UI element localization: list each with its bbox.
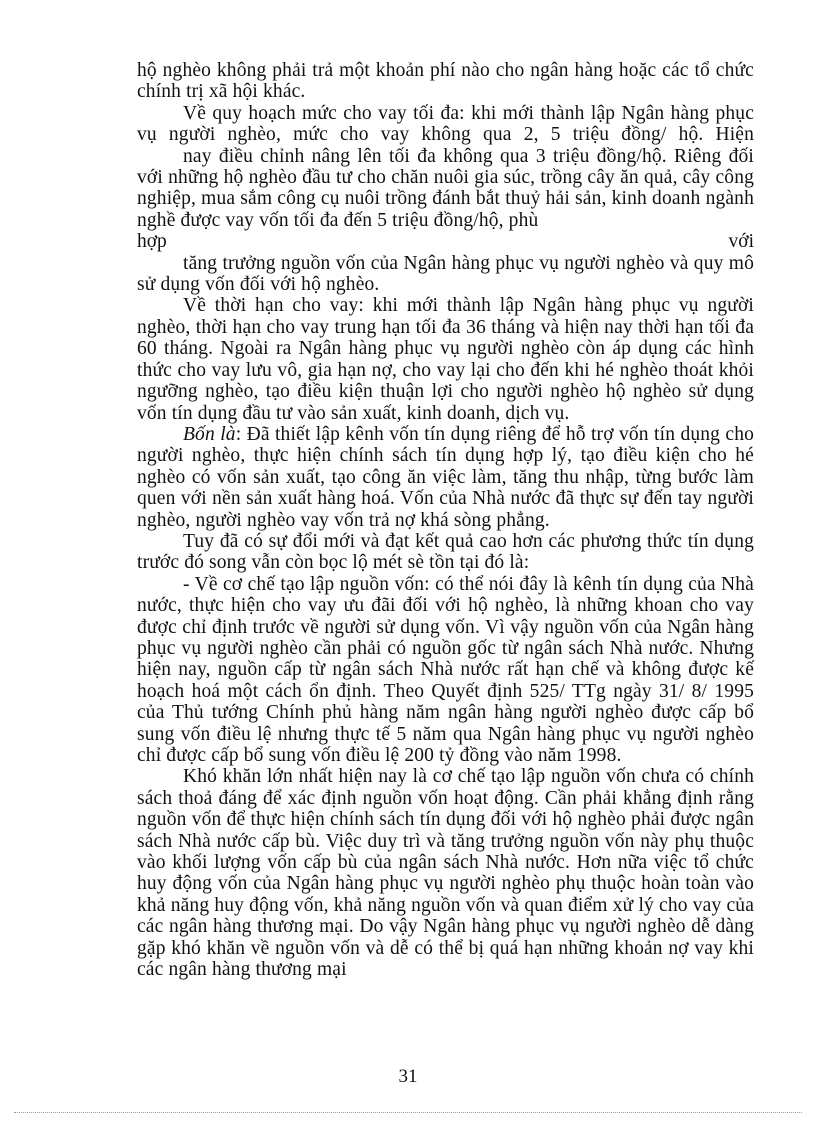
paragraph: - Về cơ chế tạo lập nguồn vốn: có thể nói đây là kênh tín dụng của Nhà nước, thực hiện cho vay ưu đãi đối với hộ nghèo, là những khoan cho vay được chỉ định trước về người sử dụng vốn. Vì vậy nguồn vốn của Ngân hàng phục vụ người nghèo cần phải có nguồn gốc từ ngân sách Nhà nước. Nhưng hiện nay, nguồn cấp từ ngân sách Nhà nước rất hạn chế và không được kế hoạch hoá một cách ổn định. Theo Quyết định 525/ TTg ngày 31/ 8/ 1995 của Thủ tướng Chính phủ hàng năm ngân hàng người nghèo được cấp bổ sung vốn điều lệ nhưng thực tế 5 năm qua Ngân hàng phục vụ người nghèo chỉ được cấp bổ sung vốn điều lệ 200 tỷ đồng vào năm 1998.	[137, 573, 754, 766]
word: với	[728, 231, 754, 253]
italic-lead: Bốn là	[183, 423, 236, 445]
word: hợp	[137, 231, 167, 253]
paragraph: tăng trưởng nguồn vốn của Ngân hàng phục vụ người nghèo và quy mô sử dụng vốn đối với hộ nghèo.	[137, 252, 754, 296]
paragraph: nay điều chỉnh nâng lên tối đa không qua 3 triệu đồng/hộ. Riêng đối với những hộ nghèo đầu tư cho chăn nuôi gia súc, trồng cây ăn quả, cây công nghiệp, mua sắm công cụ nuôi trồng đánh bắt thuỷ hải sản, kinh doanh ngành nghề được vay vốn tối đa đến 5 triệu đồng/hộ, phù	[137, 145, 754, 231]
paragraph-bon-la	[137, 424, 754, 531]
paragraph: hộ nghèo không phải trả một khoản phí nào cho ngân hàng hoặc các tổ chức chính trị xã hội khác.	[137, 60, 754, 103]
paragraph: Tuy đã có sự đổi mới và đạt kết quả cao hơn các phương thức tín dụng trước đó song vẫn còn bọc lộ mét sè tồn tại đó là:	[137, 530, 754, 574]
paragraph-line	[137, 231, 754, 252]
paragraph-rest: : Đã thiết lập kênh vốn tín dụng riêng để hỗ trợ vốn tín dụng cho người nghèo, thực hiện chính sách tín dụng hợp lý, tạo điều kiện cho hé nghèo có vốn sản xuất, tạo công ăn việc làm, tăng thu nhập, từng bước làm quen với nền sản xuất hàng hoá. Vốn của Nhà nước đã thực sự đến tay người nghèo, người nghèo vay vốn trả nợ khá sòng phẳng.	[137, 423, 755, 531]
page-bottom-rule	[14, 1112, 802, 1113]
paragraph: Về thời hạn cho vay: khi mới thành lập Ngân hàng phục vụ người nghèo, thời hạn cho vay trung hạn tối đa 36 tháng và hiện nay thời hạn tối đa 60 tháng. Ngoài ra Ngân hàng phục vụ người nghèo còn áp dụng các hình thức cho vay lưu vô, gia hạn nợ, cho vay lại cho đến khi hé nghèo thoát khỏi ngưỡng nghèo, tạo điều kiện thuận lợi cho người nghèo hộ nghèo sử dụng vốn tín dụng đầu tư vào sản xuất, kinh doanh, dịch vụ.	[137, 295, 754, 424]
paragraph: Khó khăn lớn nhất hiện nay là cơ chế tạo lập nguồn vốn chưa có chính sách thoả đáng để xác định nguồn vốn hoạt động. Cần phải khẳng định rằng nguồn vốn để thực hiện chính sách tín dụng đối với hộ nghèo phải được ngân sách Nhà nước cấp bù. Việc duy trì và tăng trưởng nguồn vốn này phụ thuộc vào khối lượng vốn cấp bù của ngân sách Nhà nước. Hơn nữa việc tổ chức huy động vốn của Ngân hàng phục vụ người nghèo phụ thuộc hoàn toàn vào khả năng huy động vốn, khả năng nguồn vốn và quan điểm xử lý cho vay của các ngân hàng thương mại. Do vậy Ngân hàng phục vụ người nghèo dễ dàng gặp khó khăn về nguồn vốn và dễ có thể bị quá hạn những khoản nợ vay khi các ngân hàng thương mại	[137, 766, 754, 981]
paragraph: Về quy hoạch mức cho vay tối đa: khi mới thành lập Ngân hàng phục vụ người nghèo, mức cho vay không qua 2, 5 triệu đồng/ hộ. Hiện	[137, 102, 754, 146]
page-number: 31	[398, 1066, 418, 1087]
body-text	[137, 60, 754, 980]
